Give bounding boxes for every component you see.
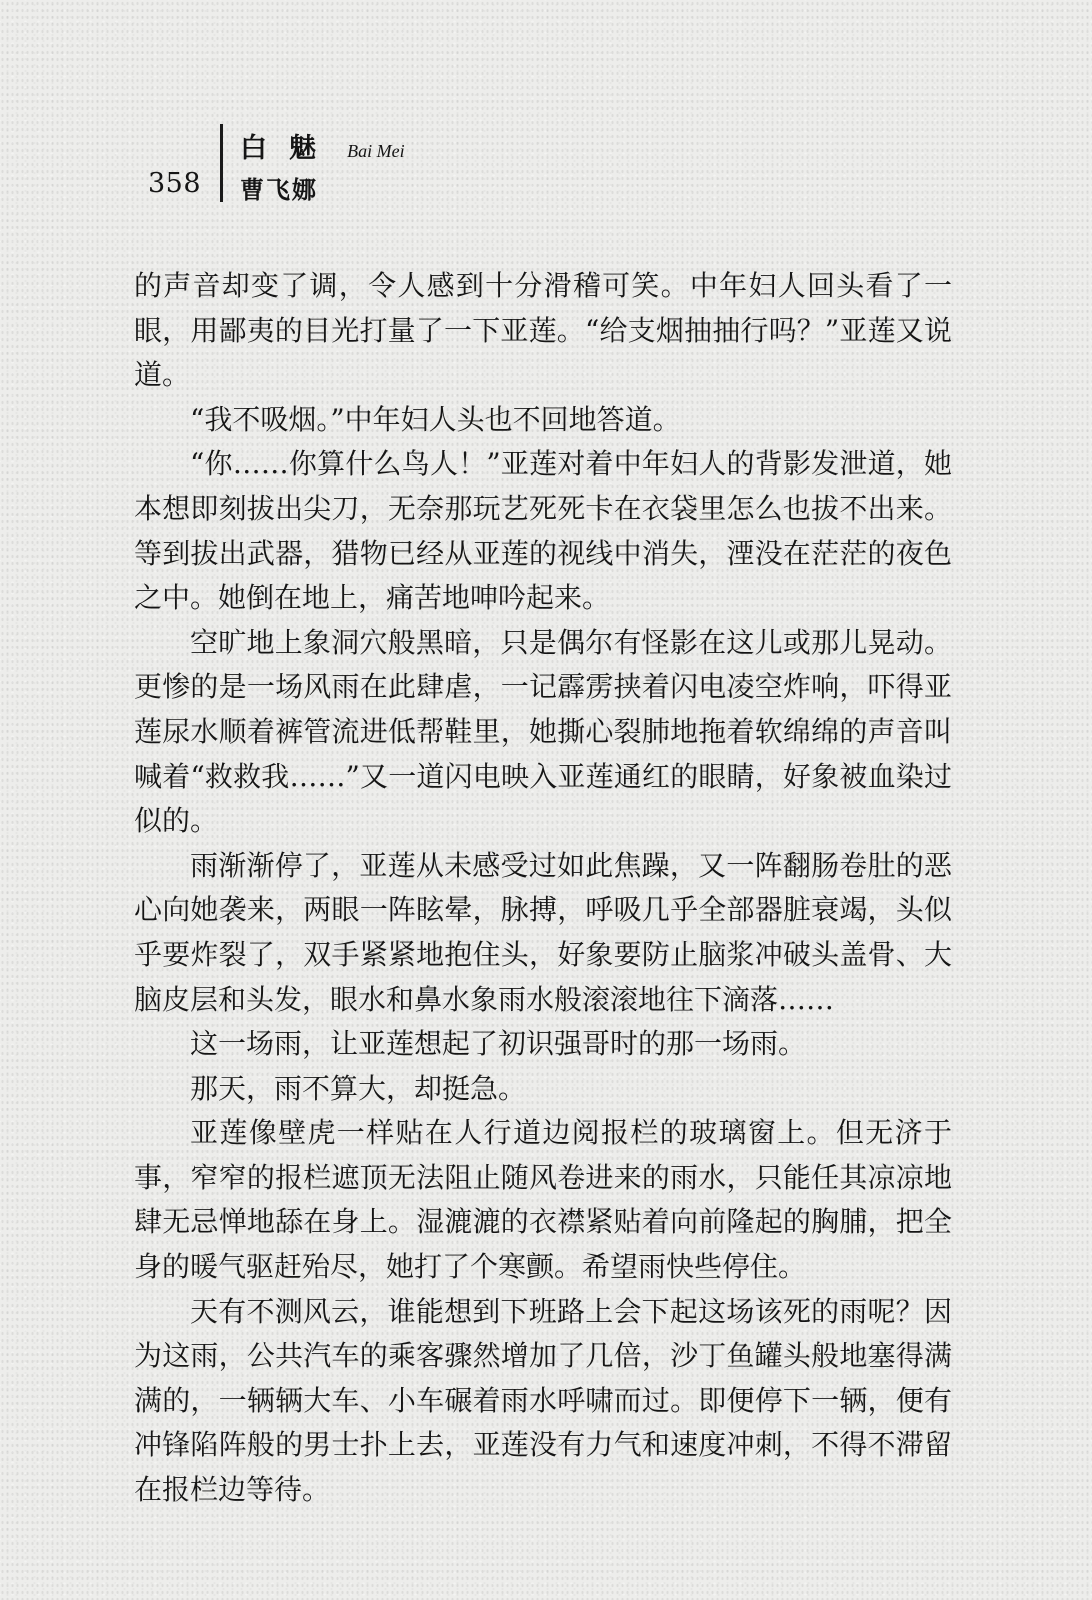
paragraph: “你……你算什么鸟人！”亚莲对着中年妇人的背影发泄道，她本想即刻拔出尖刀，无奈那玩艺死死卡在衣袋里怎么也拔不出来。等到拔出武器，猎物已经从亚莲的视线中消失，湮没在茫茫的夜色之中。她倒在地上，痛苦地呻吟起来。 — [134, 447, 952, 615]
paragraph: 空旷地上象洞穴般黑暗，只是偶尔有怪影在这儿或那儿晃动。更惨的是一场风雨在此肆虐，一记霹雳挟着闪电凌空炸响，吓得亚莲尿水顺着裤管流进低帮鞋里，她撕心裂肺地拖着软绵绵的声音叫喊着“救救我……”又一道闪电映入亚莲通红的眼睛，好象被血染过似的。 — [134, 625, 952, 838]
page-number: 358 — [148, 168, 202, 199]
paragraph: “我不吸烟。”中年妇人头也不回地答道。 — [190, 402, 681, 436]
paragraph: 的声音却变了调，令人感到十分滑稽可笑。中年妇人回头看了一眼，用鄙夷的目光打量了一下亚莲。“给支烟抽抽行吗？”亚莲又说道。 — [134, 269, 952, 392]
paragraph: 那天，雨不算大，却挺急。 — [190, 1071, 527, 1105]
book-title: 白魅 — [240, 133, 338, 164]
header-divider — [220, 124, 223, 202]
title-line — [240, 126, 405, 165]
paragraph: 天有不测风云，谁能想到下班路上会下起这场该死的雨呢？因为这雨，公共汽车的乘客骤然增加了几倍，沙丁鱼罐头般地塞得满满的，一辆辆大车、小车碾着雨水呼啸而过。即便停下一辆，便有冲锋陷阵般的男士扑上去，亚莲没有力气和速度冲刺，不得不滞留在报栏边等待。 — [134, 1294, 952, 1507]
paragraph: 雨渐渐停了，亚莲从未感受过如此焦躁，又一阵翻肠卷肚的恶心向她袭来，两眼一阵眩晕，脉搏，呼吸几乎全部器脏衰竭，头似乎要炸裂了，双手紧紧地抱住头，好象要防止脑浆冲破头盖骨、大脑皮层和头发，眼水和鼻水象雨水般滚滚地往下滴落…… — [134, 848, 952, 1016]
book-title-pinyin: Bai Mei — [347, 141, 405, 161]
running-header — [148, 124, 508, 210]
paragraph: 这一场雨，让亚莲想起了初识强哥时的那一场雨。 — [190, 1027, 807, 1061]
body-text — [134, 264, 952, 1513]
paragraph: 亚莲像壁虎一样贴在人行道边阅报栏的玻璃窗上。但无济于事，窄窄的报栏遮顶无法阻止随风卷进来的雨水，只能任其凉凉地肆无忌惮地舔在身上。湿漉漉的衣襟紧贴着向前隆起的胸脯，把全身的暖气驱赶殆尽，她打了个寒颤。希望雨快些停住。 — [134, 1116, 952, 1284]
author-name: 曹飞娜 — [240, 175, 318, 204]
